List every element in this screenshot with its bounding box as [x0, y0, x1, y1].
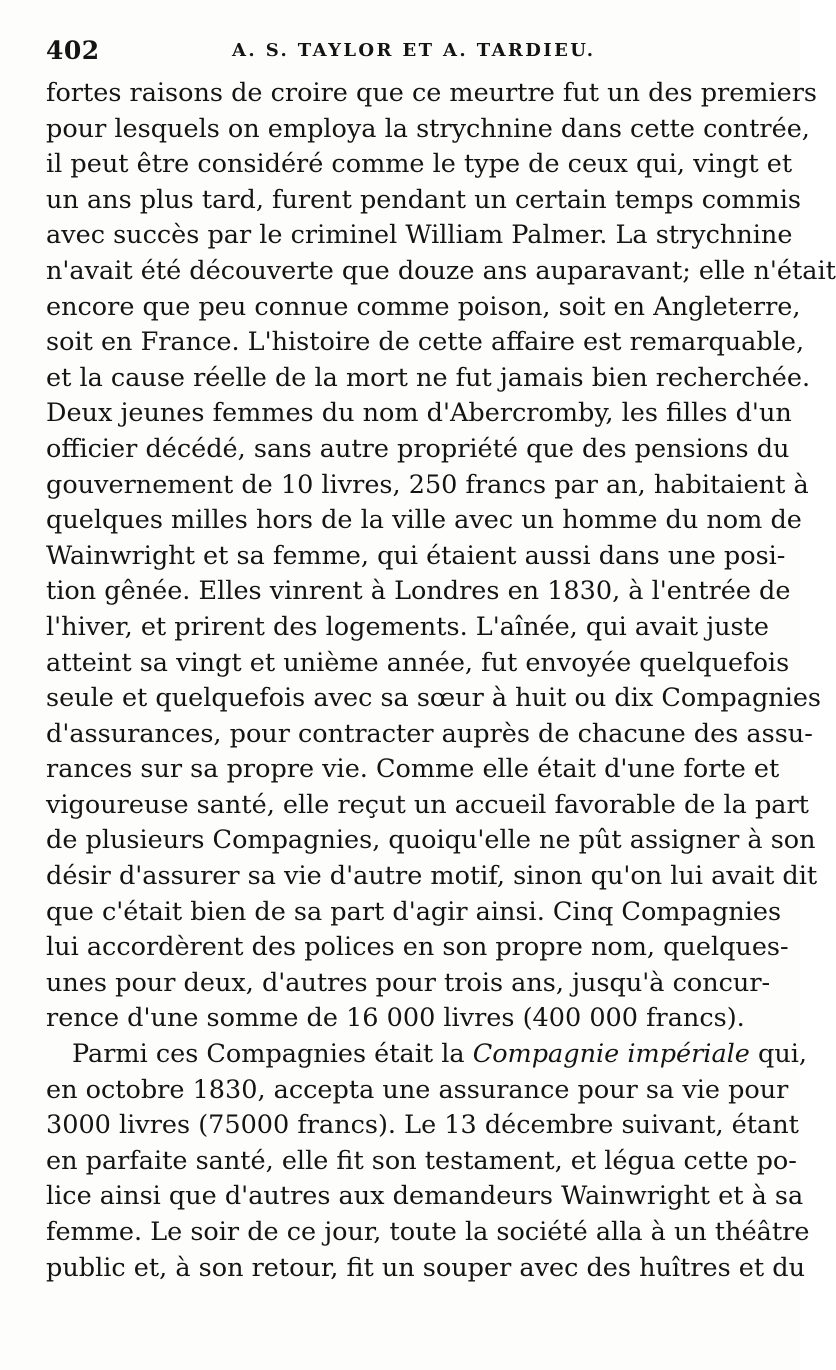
text-line: n'avait été découverte que douze ans auparavant; elle n'était — [46, 255, 836, 286]
running-head: A. S. TAYLOR ET A. TARDIEU. — [232, 40, 596, 61]
text-line: encore que peu connue comme poison, soit en Angleterre, — [46, 291, 801, 322]
text-line: il peut être considéré comme le type de ceux qui, vingt et — [46, 149, 793, 180]
text-line: Deux jeunes femmes du nom d'Abercromby, les filles d'un — [46, 398, 792, 429]
text-line: de plusieurs Compagnies, quoiqu'elle ne pût assigner à son — [46, 825, 816, 856]
text-line: Wainwright et sa femme, qui étaient aussi dans une posi- — [46, 540, 786, 571]
text-line: atteint sa vingt et unième année, fut envoyée quelquefois — [46, 647, 790, 678]
text-line: seule et quelquefois avec sa sœur à huit ou dix Compagnies — [46, 683, 822, 714]
text-line: en parfaite santé, elle fit son testament, et légua cette po- — [46, 1145, 797, 1176]
paragraph-start-line — [46, 1037, 808, 1073]
text-line: quelques milles hors de la ville avec un homme du nom de — [46, 505, 802, 536]
text-line: public et, à son retour, fit un souper avec des huîtres et du — [46, 1252, 805, 1283]
text-line: en octobre 1830, accepta une assurance pour sa vie pour — [46, 1074, 789, 1105]
text-segment: Parmi ces Compagnies était la — [72, 1039, 473, 1070]
text-line: officier décédé, sans autre propriété que des pensions du — [46, 433, 790, 464]
text-line: un ans plus tard, furent pendant un certain temps commis — [46, 184, 802, 215]
text-line: tion gênée. Elles vinrent à Londres en 1830, à l'entrée de — [46, 576, 791, 607]
text-line: fortes raisons de croire que ce meurtre fut un des premiers — [46, 78, 818, 108]
page-number: 402 — [46, 36, 100, 65]
text-line: soit en France. L'histoire de cette affaire est remarquable, — [46, 327, 805, 358]
text-line: gouvernement de 10 livres, 250 francs par an, habitaient à — [46, 469, 809, 500]
body-text — [46, 76, 836, 1286]
text-segment: qui, — [749, 1039, 808, 1070]
text-line: unes pour deux, d'autres pour trois ans, jusqu'à concur- — [46, 967, 771, 998]
text-line: d'assurances, pour contracter auprès de chacune des assu- — [46, 718, 813, 749]
italic-company-name: Compagnie impériale — [472, 1039, 750, 1070]
text-line: que c'était bien de sa part d'agir ainsi. Cinq Compagnies — [46, 896, 782, 927]
text-line: avec succès par le criminel William Palmer. La strychnine — [46, 220, 793, 251]
text-line: désir d'assurer sa vie d'autre motif, sinon qu'on lui avait dit — [46, 861, 818, 892]
text-line: lice ainsi que d'autres aux demandeurs Wainwright et à sa — [46, 1181, 804, 1212]
paragraph-end-line: rence d'une somme de 16 000 livres (400 000 francs). — [46, 1003, 745, 1034]
text-line: l'hiver, et prirent des logements. L'aînée, qui avait juste — [46, 611, 769, 642]
text-line: 3000 livres (75000 francs). Le 13 décembre suivant, étant — [46, 1110, 799, 1141]
text-line: pour lesquels on employa la strychnine dans cette contrée, — [46, 113, 810, 144]
text-line: femme. Le soir de ce jour, toute la société alla à un théâtre — [46, 1217, 810, 1247]
text-line: rances sur sa propre vie. Comme elle était d'une forte et — [46, 754, 780, 785]
text-line: et la cause réelle de la mort ne fut jamais bien recherchée. — [46, 362, 811, 393]
page-header — [46, 36, 756, 70]
text-line: vigoureuse santé, elle reçut un accueil favorable de la part — [46, 789, 809, 820]
text-line: lui accordèrent des polices en son propre nom, quelques- — [46, 932, 789, 963]
